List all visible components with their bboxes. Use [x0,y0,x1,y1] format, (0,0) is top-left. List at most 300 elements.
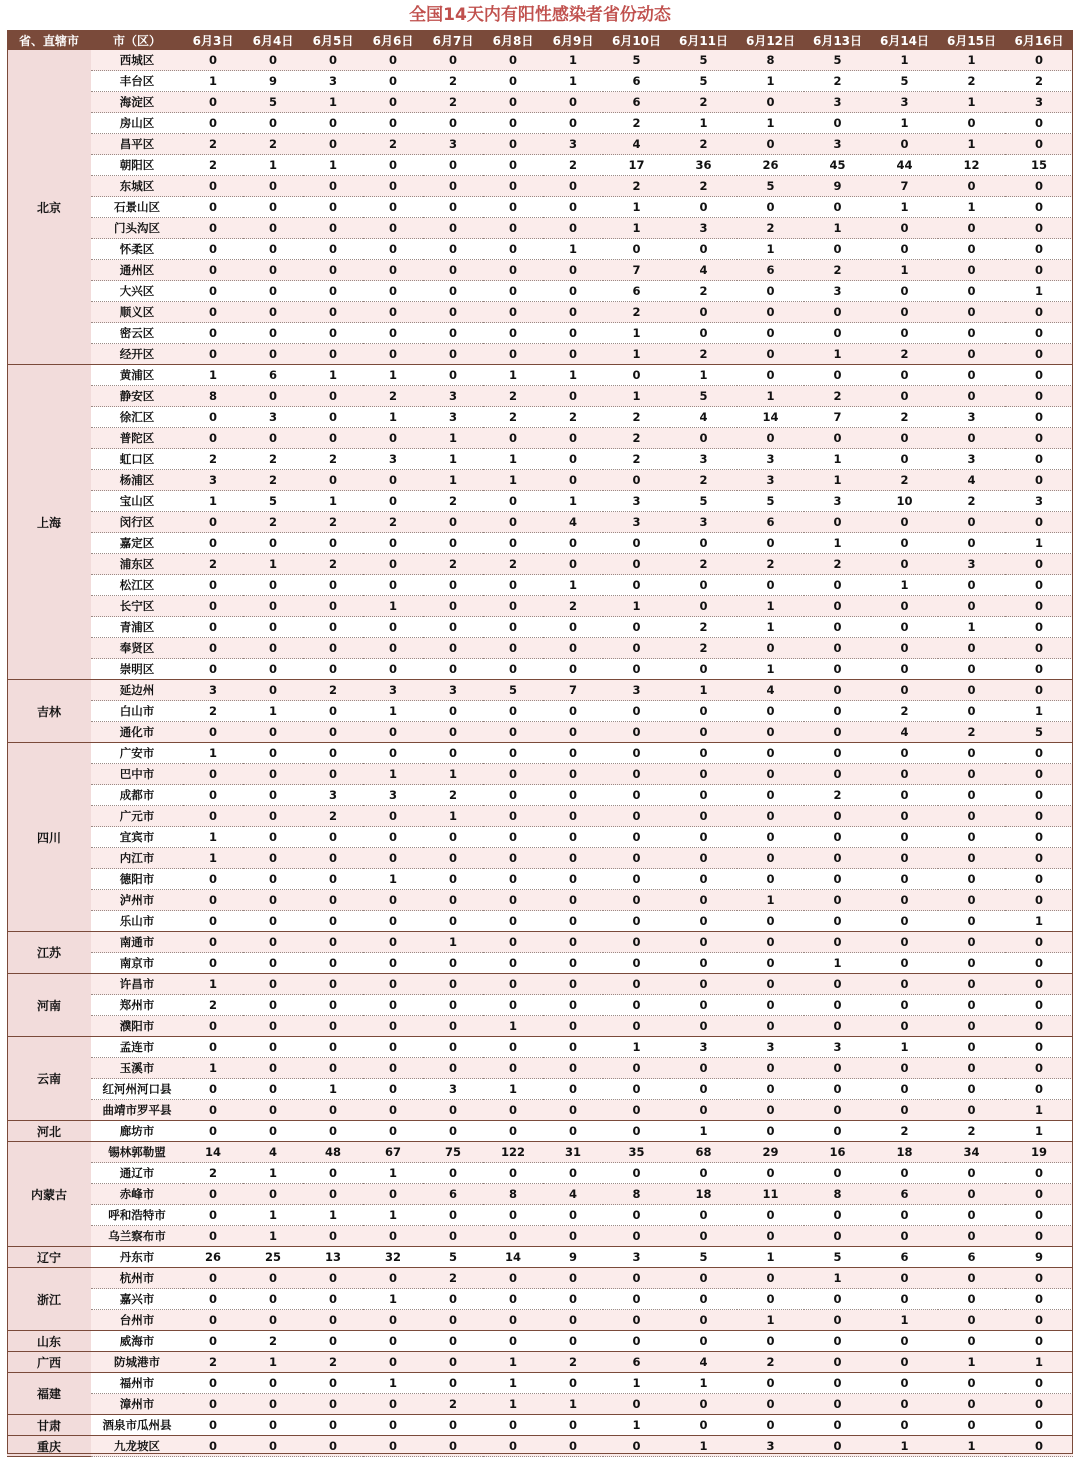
table-row [7,512,1073,533]
count-cell: 0 [804,911,871,932]
count-cell: 1 [1005,701,1073,722]
count-cell: 1 [938,197,1005,218]
count-cell: 2 [183,449,243,470]
count-cell: 0 [243,1037,303,1058]
count-cell: 34 [938,1142,1005,1163]
count-cell: 0 [871,365,938,386]
count-cell: 0 [603,365,670,386]
count-cell: 0 [363,113,423,134]
header-row [7,30,1073,50]
count-cell: 0 [871,218,938,239]
count-cell: 6 [603,71,670,92]
count-cell: 0 [938,176,1005,197]
count-cell: 4 [737,680,804,701]
count-cell: 0 [483,71,543,92]
count-cell: 2 [804,785,871,806]
count-cell: 1 [363,869,423,890]
table-row [7,806,1073,827]
count-cell: 0 [423,218,483,239]
count-cell: 0 [938,386,1005,407]
city-cell: 松江区 [91,575,183,596]
count-cell: 14 [483,1247,543,1268]
count-cell: 2 [603,113,670,134]
count-cell: 1 [737,596,804,617]
count-cell: 0 [1005,1415,1073,1436]
province-cell: 重庆 [7,1436,91,1457]
table-row [7,302,1073,323]
count-cell: 0 [603,974,670,995]
count-cell: 0 [243,764,303,785]
count-cell: 0 [543,449,603,470]
table-row [7,869,1073,890]
table-row [7,1289,1073,1310]
count-cell: 0 [871,281,938,302]
count-cell: 0 [871,1268,938,1289]
city-cell: 白山市 [91,701,183,722]
count-cell: 0 [938,1016,1005,1037]
count-cell: 29 [737,1142,804,1163]
table-row [7,680,1073,701]
count-cell: 0 [303,827,363,848]
count-cell: 0 [871,890,938,911]
count-cell: 2 [423,1394,483,1415]
count-cell: 0 [804,743,871,764]
count-cell: 0 [871,848,938,869]
count-cell: 0 [303,722,363,743]
table-row [7,470,1073,491]
count-cell: 0 [303,743,363,764]
table-row [7,1037,1073,1058]
count-cell: 4 [670,1352,737,1373]
count-cell: 3 [737,449,804,470]
count-cell: 0 [243,1268,303,1289]
count-cell: 3 [363,785,423,806]
count-cell: 1 [543,239,603,260]
province-cell: 辽宁 [7,1247,91,1268]
header-province: 省、直辖市 [7,30,91,50]
count-cell: 7 [804,407,871,428]
count-cell: 0 [603,953,670,974]
count-cell: 2 [243,512,303,533]
count-cell: 1 [737,71,804,92]
count-cell: 2 [603,428,670,449]
count-cell: 0 [423,512,483,533]
province-cell: 四川 [7,743,91,932]
count-cell: 0 [303,1016,363,1037]
table-row [7,848,1073,869]
count-cell: 1 [804,470,871,491]
count-cell: 0 [543,1058,603,1079]
count-cell: 0 [938,1289,1005,1310]
count-cell: 1 [670,365,737,386]
count-cell: 0 [303,659,363,680]
count-cell: 0 [183,1205,243,1226]
count-cell: 6 [603,1352,670,1373]
count-cell: 1 [938,92,1005,113]
count-cell: 0 [303,974,363,995]
count-cell: 0 [423,701,483,722]
header-date: 6月6日 [363,30,423,50]
count-cell: 0 [243,176,303,197]
count-cell: 0 [483,1121,543,1142]
table-row [7,1100,1073,1121]
count-cell: 2 [183,134,243,155]
count-cell: 0 [938,1037,1005,1058]
count-cell: 0 [363,743,423,764]
count-cell: 0 [603,1268,670,1289]
count-cell: 1 [363,764,423,785]
city-cell: 通辽市 [91,1163,183,1184]
count-cell: 0 [363,1436,423,1457]
count-cell: 0 [423,50,483,71]
table-row [7,386,1073,407]
count-cell: 0 [483,995,543,1016]
count-cell: 0 [543,932,603,953]
count-cell: 1 [670,1436,737,1457]
count-cell: 0 [670,995,737,1016]
count-cell: 0 [603,638,670,659]
table-row [7,911,1073,932]
province-cell: 河南 [7,974,91,1037]
table-row [7,218,1073,239]
city-cell: 顺义区 [91,302,183,323]
count-cell: 0 [483,260,543,281]
count-cell: 3 [737,1436,804,1457]
count-cell: 5 [670,71,737,92]
count-cell: 0 [670,1058,737,1079]
count-cell: 0 [737,1058,804,1079]
count-cell: 18 [871,1142,938,1163]
count-cell: 2 [938,491,1005,512]
count-cell: 0 [871,638,938,659]
count-cell: 1 [871,1037,938,1058]
city-cell: 锡林郭勒盟 [91,1142,183,1163]
city-cell: 赤峰市 [91,1184,183,1205]
count-cell: 2 [670,638,737,659]
count-cell: 1 [804,218,871,239]
city-cell: 大兴区 [91,281,183,302]
city-cell: 崇明区 [91,659,183,680]
count-cell: 5 [243,491,303,512]
header-date: 6月14日 [871,30,938,50]
count-cell: 2 [603,407,670,428]
count-cell: 0 [871,554,938,575]
count-cell: 1 [363,701,423,722]
count-cell: 0 [303,638,363,659]
count-cell: 0 [670,1205,737,1226]
count-cell: 0 [938,1205,1005,1226]
count-cell: 0 [1005,344,1073,365]
count-cell: 0 [603,1289,670,1310]
count-cell: 0 [1005,323,1073,344]
city-cell: 宝山区 [91,491,183,512]
count-cell: 0 [303,1184,363,1205]
count-cell: 0 [670,701,737,722]
count-cell: 0 [483,1289,543,1310]
count-cell: 0 [543,638,603,659]
count-cell: 0 [804,995,871,1016]
count-cell: 2 [303,554,363,575]
count-cell: 0 [303,218,363,239]
count-cell: 0 [1005,1079,1073,1100]
count-cell: 1 [543,491,603,512]
count-cell: 0 [603,848,670,869]
count-cell: 1 [483,449,543,470]
count-cell: 0 [363,302,423,323]
count-cell: 0 [737,1289,804,1310]
count-cell: 0 [938,890,1005,911]
count-cell: 0 [1005,50,1073,71]
count-cell: 0 [543,1373,603,1394]
count-cell: 0 [243,302,303,323]
count-cell: 1 [737,1247,804,1268]
count-cell: 0 [871,512,938,533]
header-date: 6月10日 [603,30,670,50]
count-cell: 0 [804,869,871,890]
header-date: 6月3日 [183,30,243,50]
count-cell: 0 [483,869,543,890]
infection-table [7,30,1073,1457]
count-cell: 0 [871,953,938,974]
count-cell: 0 [871,1331,938,1352]
count-cell: 5 [1005,722,1073,743]
count-cell: 0 [483,722,543,743]
count-cell: 2 [871,1121,938,1142]
count-cell: 2 [303,449,363,470]
count-cell: 0 [871,1079,938,1100]
count-cell: 1 [804,1268,871,1289]
count-cell: 3 [804,491,871,512]
count-cell: 0 [670,596,737,617]
count-cell: 1 [543,1394,603,1415]
count-cell: 0 [363,575,423,596]
count-cell: 0 [183,1394,243,1415]
count-cell: 3 [670,449,737,470]
count-cell: 0 [804,512,871,533]
count-cell: 3 [804,1037,871,1058]
count-cell: 0 [363,911,423,932]
count-cell: 0 [423,953,483,974]
count-cell: 3 [670,1037,737,1058]
city-cell: 宜宾市 [91,827,183,848]
count-cell: 0 [423,302,483,323]
count-cell: 0 [670,323,737,344]
count-cell: 0 [363,197,423,218]
count-cell: 0 [603,722,670,743]
city-cell: 九龙坡区 [91,1436,183,1457]
count-cell: 2 [938,1121,1005,1142]
count-cell: 6 [871,1247,938,1268]
count-cell: 0 [483,1205,543,1226]
count-cell: 0 [363,722,423,743]
count-cell: 0 [423,1121,483,1142]
count-cell: 0 [670,743,737,764]
count-cell: 0 [543,1163,603,1184]
count-cell: 0 [737,1415,804,1436]
city-cell: 广安市 [91,743,183,764]
count-cell: 0 [1005,596,1073,617]
header-date: 6月8日 [483,30,543,50]
count-cell: 4 [603,134,670,155]
count-cell: 4 [543,1184,603,1205]
count-cell: 0 [483,932,543,953]
table-row [7,1205,1073,1226]
count-cell: 0 [243,659,303,680]
count-cell: 5 [670,1247,737,1268]
count-cell: 2 [183,995,243,1016]
count-cell: 0 [363,806,423,827]
count-cell: 0 [183,1100,243,1121]
count-cell: 0 [871,911,938,932]
count-cell: 3 [871,92,938,113]
count-cell: 2 [938,722,1005,743]
count-cell: 0 [603,470,670,491]
city-cell: 静安区 [91,386,183,407]
count-cell: 0 [243,722,303,743]
count-cell: 2 [423,92,483,113]
city-cell: 徐汇区 [91,407,183,428]
count-cell: 0 [183,239,243,260]
count-cell: 1 [737,1310,804,1331]
count-cell: 0 [543,281,603,302]
count-cell: 45 [804,155,871,176]
header-date: 6月12日 [737,30,804,50]
count-cell: 3 [303,785,363,806]
count-cell: 0 [483,239,543,260]
count-cell: 68 [670,1142,737,1163]
table-row [7,617,1073,638]
count-cell: 0 [871,323,938,344]
count-cell: 0 [363,1415,423,1436]
count-cell: 0 [804,1205,871,1226]
count-cell: 0 [938,638,1005,659]
count-cell: 2 [363,512,423,533]
count-cell: 1 [804,449,871,470]
count-cell: 3 [423,1079,483,1100]
count-cell: 0 [670,1415,737,1436]
count-cell: 0 [737,302,804,323]
city-cell: 内江市 [91,848,183,869]
count-cell: 0 [804,680,871,701]
count-cell: 1 [737,659,804,680]
count-cell: 2 [804,386,871,407]
count-cell: 0 [938,764,1005,785]
count-cell: 0 [543,260,603,281]
count-cell: 0 [363,974,423,995]
province-cell: 甘肃 [7,1415,91,1436]
count-cell: 0 [1005,218,1073,239]
count-cell: 0 [737,1373,804,1394]
count-cell: 0 [804,239,871,260]
count-cell: 1 [243,1352,303,1373]
table-row [7,1184,1073,1205]
count-cell: 6 [938,1247,1005,1268]
count-cell: 3 [737,470,804,491]
count-cell: 0 [243,743,303,764]
count-cell: 0 [243,197,303,218]
count-cell: 0 [938,1268,1005,1289]
count-cell: 0 [483,155,543,176]
count-cell: 0 [1005,470,1073,491]
count-cell: 0 [938,302,1005,323]
count-cell: 0 [871,869,938,890]
count-cell: 2 [871,407,938,428]
count-cell: 0 [303,1163,363,1184]
count-cell: 0 [483,1037,543,1058]
count-cell: 0 [543,1205,603,1226]
count-cell: 0 [543,218,603,239]
count-cell: 0 [183,659,243,680]
count-cell: 0 [1005,1436,1073,1457]
count-cell: 0 [243,1394,303,1415]
count-cell: 0 [670,1100,737,1121]
table-row [7,50,1073,71]
city-cell: 长宁区 [91,596,183,617]
count-cell: 0 [183,407,243,428]
count-cell: 0 [183,1226,243,1247]
count-cell: 31 [543,1142,603,1163]
count-cell: 2 [871,701,938,722]
table-row [7,113,1073,134]
count-cell: 3 [363,680,423,701]
count-cell: 1 [603,1373,670,1394]
count-cell: 0 [804,575,871,596]
count-cell: 0 [543,827,603,848]
count-cell: 0 [303,1058,363,1079]
count-cell: 0 [603,659,670,680]
count-cell: 0 [183,785,243,806]
count-cell: 0 [423,1352,483,1373]
count-cell: 0 [423,1289,483,1310]
count-cell: 0 [363,491,423,512]
count-cell: 0 [243,1310,303,1331]
count-cell: 0 [303,995,363,1016]
count-cell: 1 [603,596,670,617]
count-cell: 4 [871,722,938,743]
count-cell: 2 [543,407,603,428]
count-cell: 0 [737,428,804,449]
table-row [7,743,1073,764]
count-cell: 1 [603,218,670,239]
count-cell: 0 [243,1079,303,1100]
count-cell: 0 [423,743,483,764]
city-cell: 奉贤区 [91,638,183,659]
count-cell: 0 [603,1226,670,1247]
count-cell: 1 [737,890,804,911]
count-cell: 0 [423,995,483,1016]
count-cell: 2 [243,1331,303,1352]
table-row [7,1268,1073,1289]
count-cell: 2 [183,1352,243,1373]
count-cell: 0 [737,995,804,1016]
count-cell: 0 [804,701,871,722]
count-cell: 3 [423,407,483,428]
count-cell: 1 [1005,911,1073,932]
city-cell: 孟连市 [91,1037,183,1058]
province-cell: 河北 [7,1121,91,1142]
count-cell: 0 [1005,638,1073,659]
count-cell: 0 [938,260,1005,281]
count-cell: 3 [303,71,363,92]
count-cell: 0 [603,743,670,764]
count-cell: 2 [670,617,737,638]
count-cell: 0 [423,365,483,386]
count-cell: 14 [183,1142,243,1163]
count-cell: 0 [938,932,1005,953]
count-cell: 0 [183,197,243,218]
city-cell: 廊坊市 [91,1121,183,1142]
count-cell: 0 [938,953,1005,974]
